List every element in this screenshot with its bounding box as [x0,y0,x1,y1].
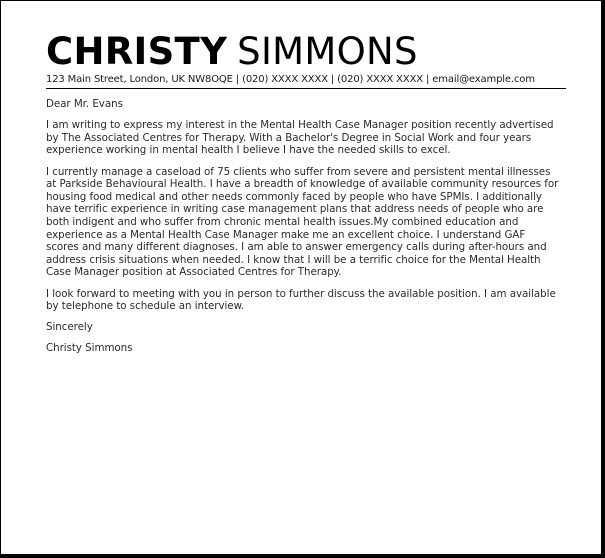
applicant-first-name: CHRISTY [46,30,228,73]
signature-name: Christy Simmons [46,342,133,355]
letter-body [46,98,566,355]
applicant-name [46,30,566,73]
salutation: Dear Mr. Evans [46,98,123,110]
paragraph-interest: I am writing to express my interest in the Mental Health Case Manager position recently advertised by The Associated Centres for Therapy. With a Bachelor's Degree in Social Work and four years experience working in mental health I believe I have the needed skills to excel. [46,119,554,157]
applicant-last-name: SIMMONS [237,30,418,73]
contact-line: 123 Main Street, London, UK NW8OQE | (020) XXXX XXXX | (020) XXXX XXXX | email@example.com [46,73,566,89]
paragraph-closing-request: I look forward to meeting with you in person to further discuss the available position. I am available by telephone to schedule an interview. [46,287,556,313]
paragraph-experience: I currently manage a caseload of 75 clients who suffer from severe and persistent mental illnesses at Parkside Behavioural Health. I have a breadth of knowledge of available community resources for housing food medical and other needs commonly faced by people who have SPMIs. I additionally have terrific experience in writing case management plans that address needs of people who are both indigent and who suffer from chronic mental health issues.My combined education and experience as a Mental Health Case Manager make me an excellent choice. I understand GAF scores and many different diagnoses. I am able to answer emergency calls during after-hours and address crisis situations when needed. I know that I will be a terrific choice for the Mental Health Case Manager position at Associated Centres for Therapy. [46,165,559,279]
letter-content [46,30,566,364]
closing: Sincerely [46,321,93,334]
